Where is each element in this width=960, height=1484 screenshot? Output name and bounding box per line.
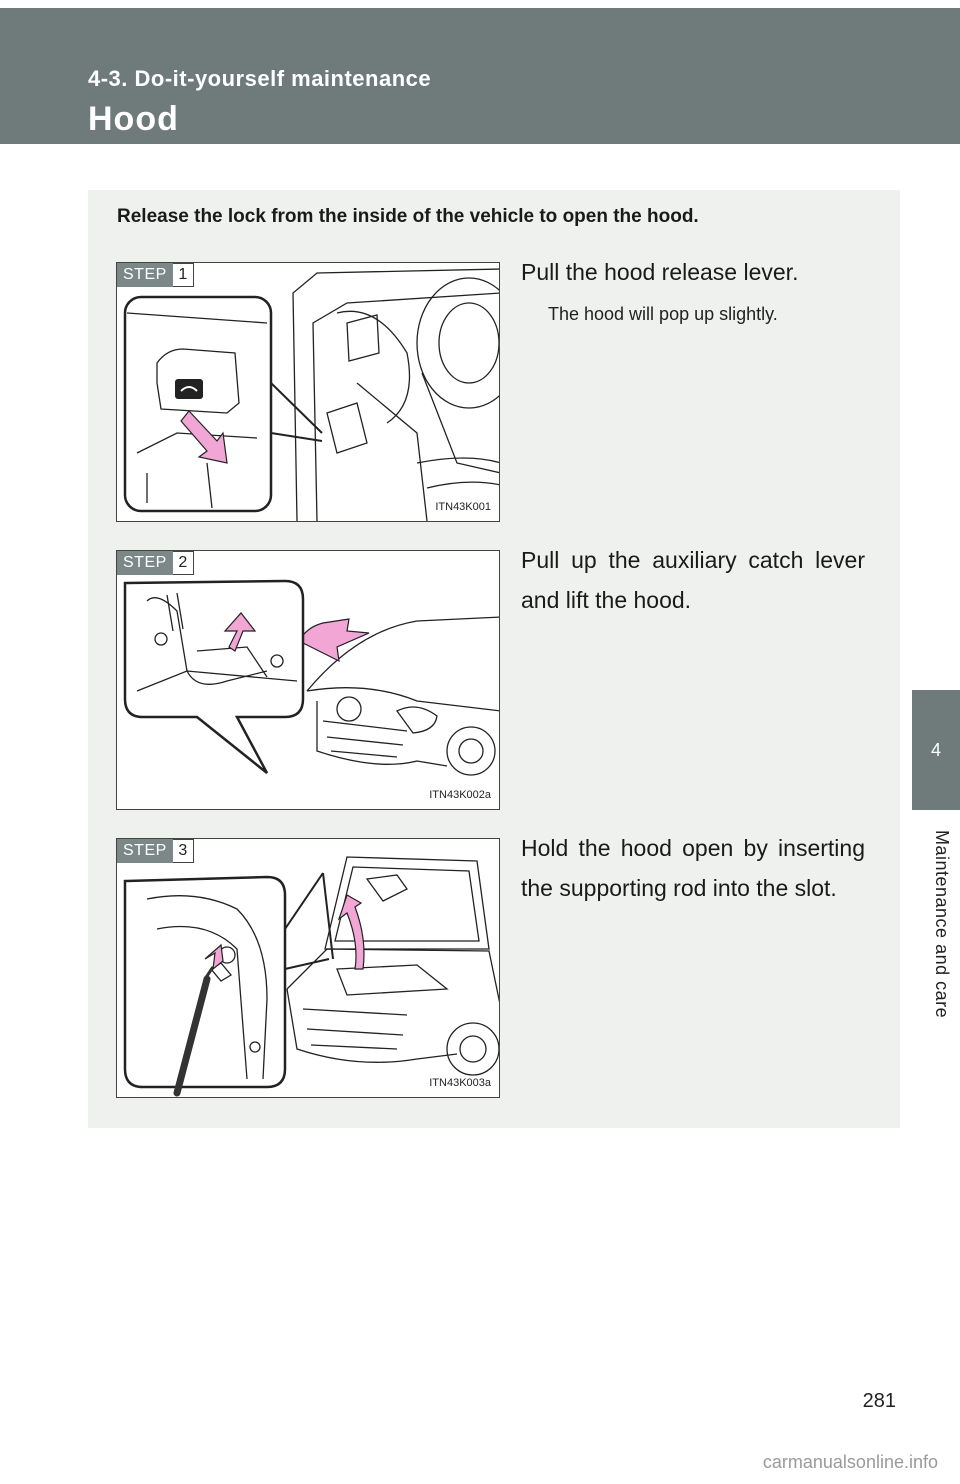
step-1-illustration bbox=[116, 262, 500, 522]
step-1-badge bbox=[117, 263, 194, 287]
step-2-text: Pull up the auxiliary catch lever and lift the hood. bbox=[521, 547, 865, 613]
step-number: 1 bbox=[173, 263, 194, 287]
page-number: 281 bbox=[862, 1390, 896, 1412]
step-3-badge bbox=[117, 839, 194, 863]
step-3-text: Hold the hood open by inserting the supporting rod into the slot. bbox=[521, 835, 865, 901]
hood-release-lever-drawing bbox=[117, 263, 500, 522]
watermark: carmanualsonline.info bbox=[762, 1452, 938, 1472]
step-number: 3 bbox=[173, 839, 194, 863]
step-word: STEP bbox=[117, 263, 173, 287]
page-header bbox=[0, 8, 960, 144]
figure-code: ITN43K002a bbox=[429, 789, 491, 801]
step-number: 2 bbox=[173, 551, 194, 575]
step-1-note: The hood will pop up slightly. bbox=[548, 304, 778, 324]
auxiliary-catch-drawing bbox=[117, 551, 500, 810]
step-2-illustration bbox=[116, 550, 500, 810]
step-3-illustration bbox=[116, 838, 500, 1098]
step-2-badge bbox=[117, 551, 194, 575]
step-word: STEP bbox=[117, 551, 173, 575]
figure-code: ITN43K003a bbox=[429, 1077, 491, 1089]
chapter-label: Maintenance and care bbox=[932, 830, 952, 1019]
figure-code: ITN43K001 bbox=[435, 501, 491, 513]
chapter-number: 4 bbox=[930, 739, 941, 760]
intro-text: Release the lock from the inside of the vehicle to open the hood. bbox=[117, 206, 699, 227]
section-label: 4-3. Do-it-yourself maintenance bbox=[88, 66, 432, 91]
supporting-rod-drawing bbox=[117, 839, 500, 1098]
chapter-tab[interactable] bbox=[912, 690, 960, 810]
page-title: Hood bbox=[88, 100, 179, 138]
step-1-text: Pull the hood release lever. bbox=[521, 259, 799, 285]
step-word: STEP bbox=[117, 839, 173, 863]
